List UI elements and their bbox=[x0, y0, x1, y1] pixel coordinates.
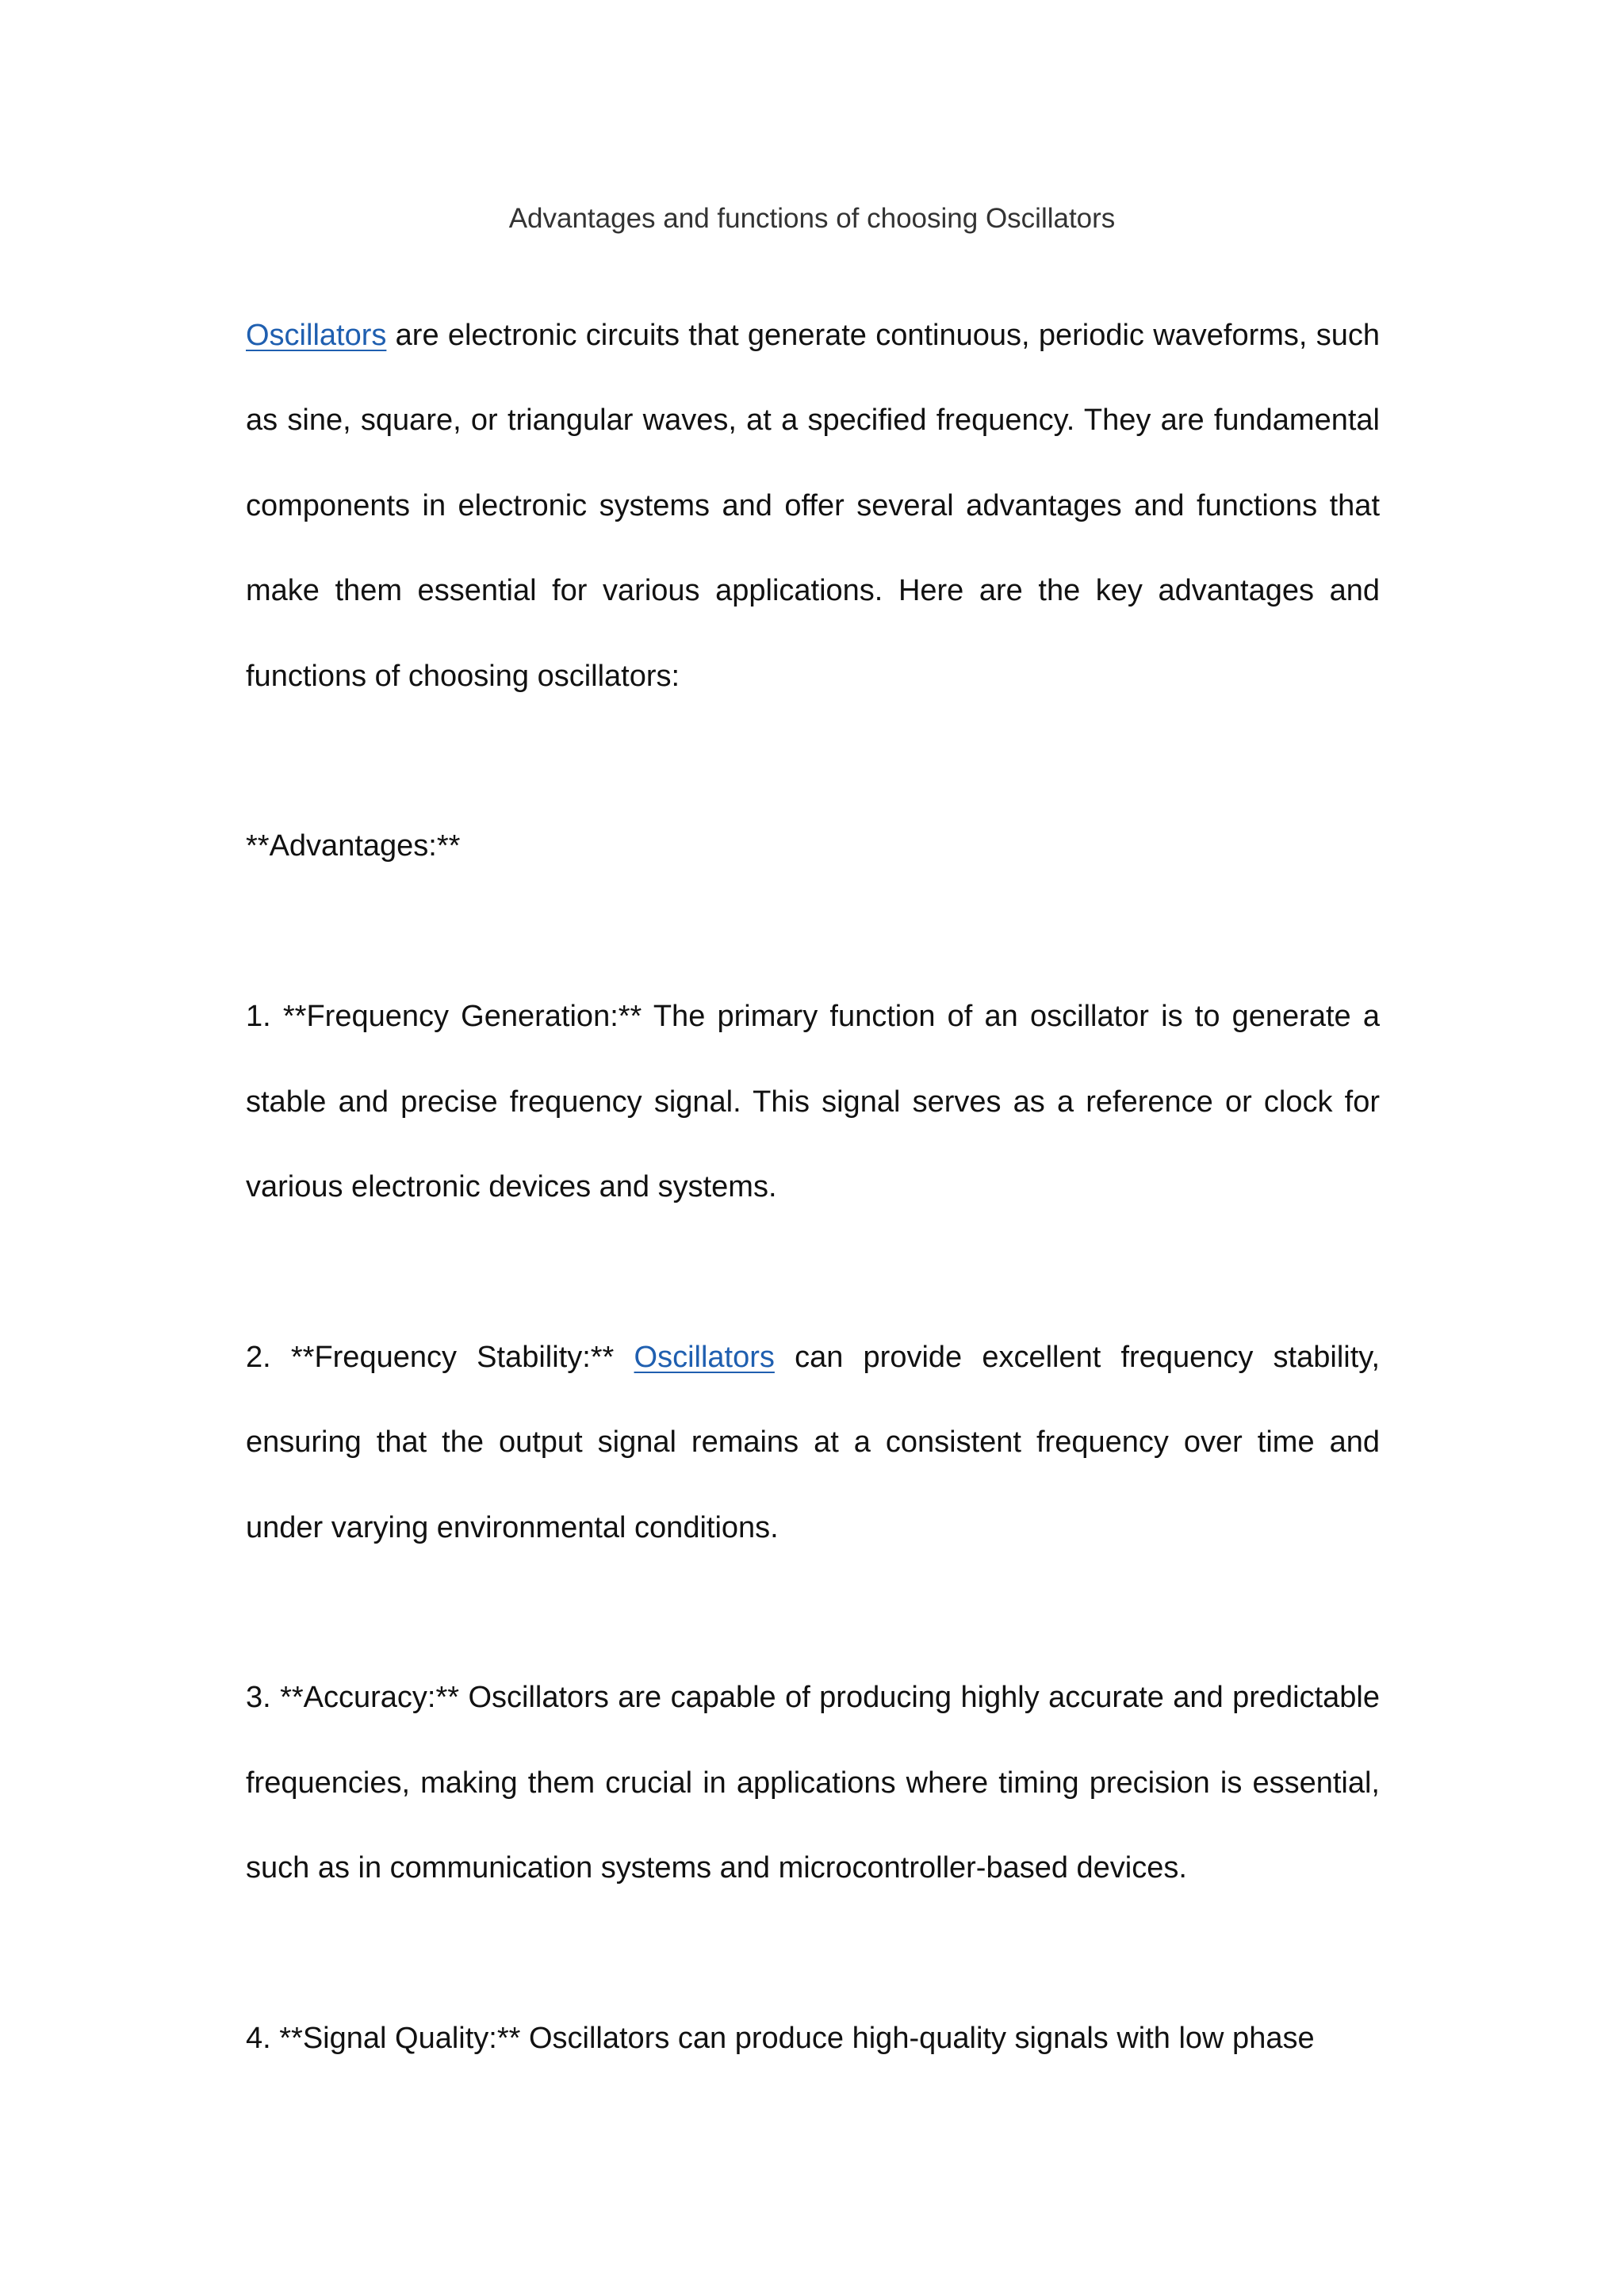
advantage-item-3 bbox=[246, 1655, 1380, 1911]
advantage-item-text: The primary function of an oscillator is to generate a stable and precise frequency signal. This signal serves as a reference or clock for various electronic devices and systems. bbox=[246, 1000, 1380, 1204]
advantage-item-4 bbox=[246, 1996, 1380, 2081]
advantage-item-label: 3. **Accuracy:** bbox=[246, 1681, 460, 1715]
paragraph-spacer bbox=[246, 1571, 1380, 1655]
advantage-item-label: 4. **Signal Quality:** bbox=[246, 2022, 521, 2056]
paragraph-spacer bbox=[246, 890, 1380, 974]
advantage-item-text: Oscillators can produce high-quality signals with low phase bbox=[520, 2022, 1315, 2056]
oscillators-link[interactable]: Oscillators bbox=[246, 319, 387, 352]
document-title: Advantages and functions of choosing Oscillators bbox=[508, 203, 1116, 234]
paragraph-spacer bbox=[246, 1911, 1380, 1996]
intro-paragraph bbox=[246, 293, 1380, 719]
advantage-item-label: 1. **Frequency Generation:** bbox=[246, 1000, 642, 1034]
paragraph-spacer bbox=[246, 719, 1380, 804]
advantage-item-text: Oscillators are capable of producing highly accurate and predictable frequencies, making them crucial in applications where timing precision is essential, such as in communication systems and microcontroller-based devices. bbox=[246, 1681, 1380, 1885]
advantage-item-2 bbox=[246, 1315, 1380, 1571]
advantage-item-label: 2. **Frequency Stability:** bbox=[246, 1340, 634, 1374]
intro-text: are electronic circuits that generate continuous, periodic waveforms, such as sine, square, or triangular waves, at a specified frequency. They are fundamental components in electronic systems and offer several advantages and functions that make them essential for various applications. Here are the key advantages and functions of choosing oscillators: bbox=[246, 319, 1380, 693]
paragraph-spacer bbox=[246, 1230, 1380, 1314]
advantage-item-1 bbox=[246, 974, 1380, 1230]
document-body bbox=[246, 293, 1380, 2081]
advantage-item-text: can provide excellent frequency stability, ensuring that the output signal remains at a consistent frequency over time and under varying environmental conditions. bbox=[246, 1340, 1380, 1544]
oscillators-link[interactable]: Oscillators bbox=[634, 1340, 775, 1374]
advantages-heading: **Advantages:** bbox=[246, 829, 461, 863]
